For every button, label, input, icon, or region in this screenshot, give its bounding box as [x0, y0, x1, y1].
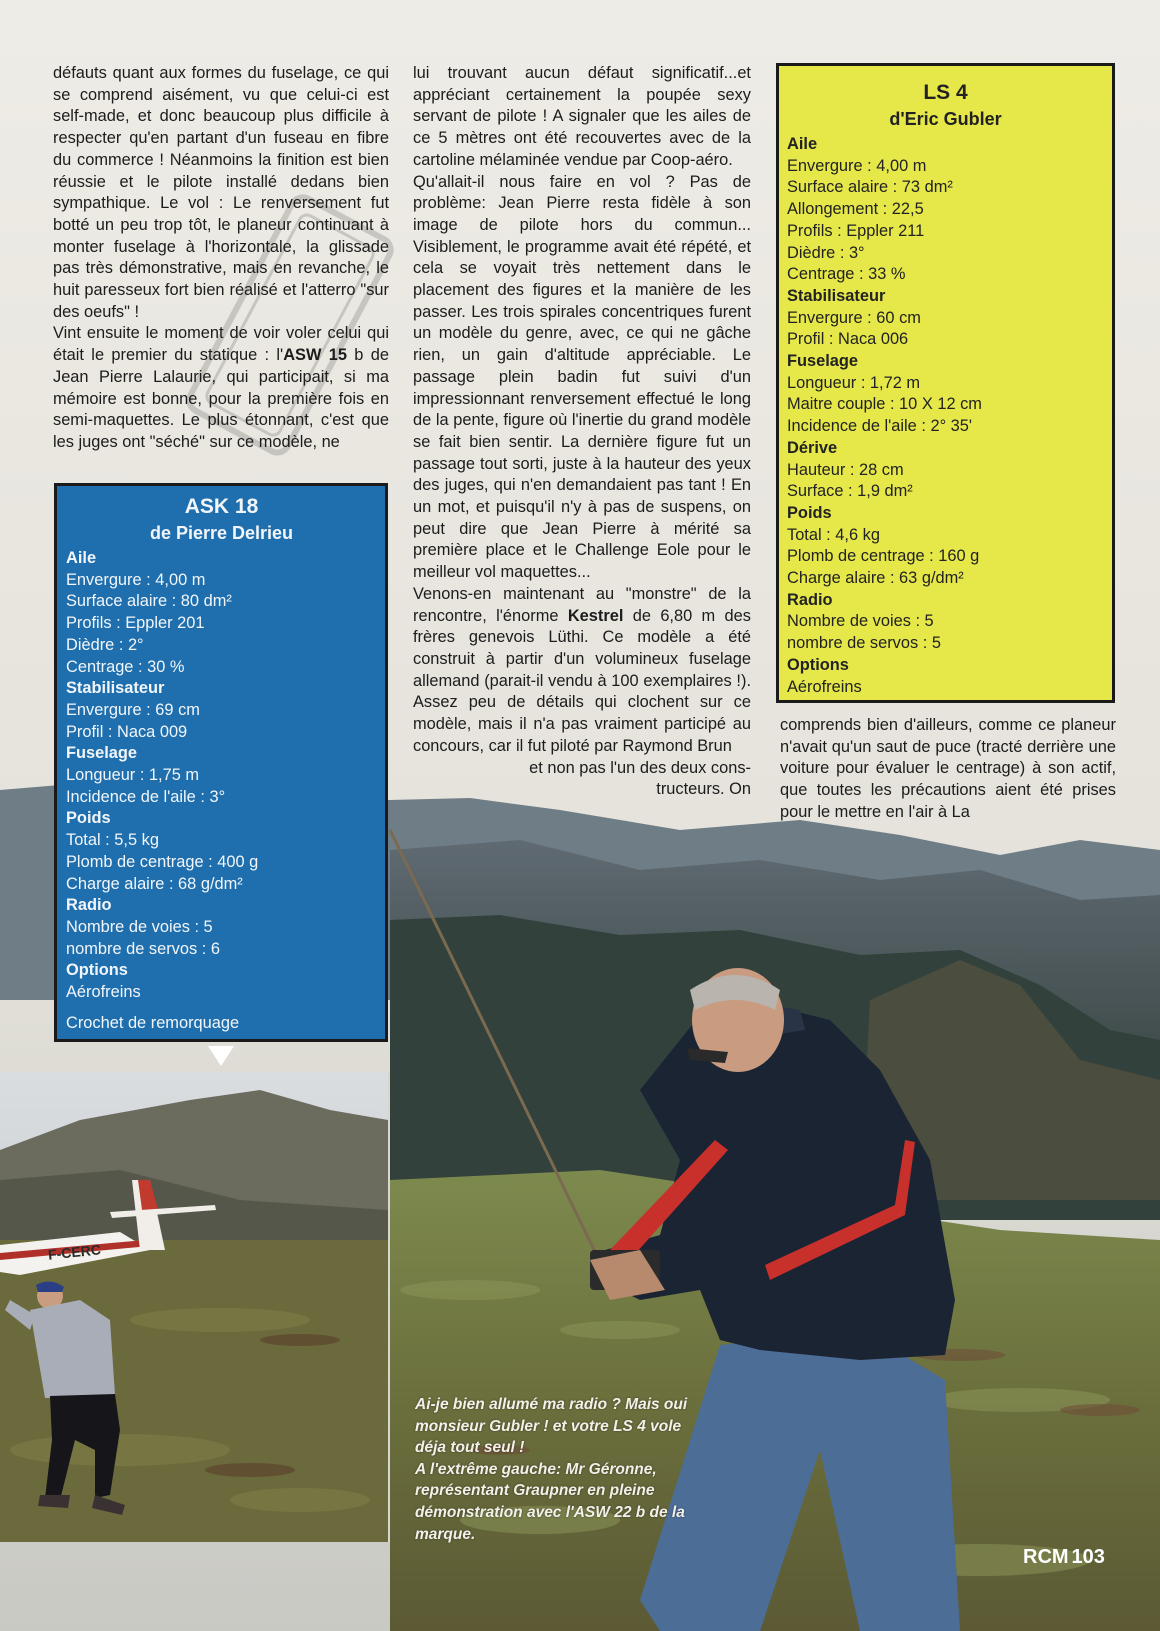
spec-row: Profils : Eppler 211 — [787, 221, 925, 240]
caption-line: A l'extrême gauche: Mr Géronne, représentant Graupner en pleine démonstration avec l'ASW 22 b de la marque. — [415, 1460, 685, 1543]
ask18-title: ASK 18 — [184, 495, 259, 518]
spec-row: Profil : Naca 006 — [787, 330, 909, 349]
spec-row: Aérofreins — [66, 983, 141, 1002]
spec-section-title: Aile — [787, 135, 818, 153]
spec-section-title: Radio — [787, 590, 833, 609]
article-line: et non pas l'un des deux cons- — [529, 758, 751, 777]
spec-section-title: Radio — [66, 896, 112, 915]
ls4-title: LS 4 — [923, 81, 968, 104]
spec-section-title: Options — [66, 961, 128, 980]
spec-section-title: Options — [787, 655, 849, 674]
spec-row: Dièdre : 2° — [66, 635, 144, 654]
spec-row: Dièdre : 3° — [787, 243, 865, 262]
spec-section — [66, 678, 377, 743]
ls4-subtitle: d'Eric Gubler — [889, 109, 1002, 129]
spec-section-title: Poids — [66, 809, 111, 828]
ask18-subtitle: de Pierre Delrieu — [149, 523, 294, 543]
spec-row: Hauteur : 28 cm — [787, 460, 904, 479]
article-paragraph: Venons-en maintenant au "monstre" de la rencontre, l'énorme Kestrel de 6,80 m des frères genevois Lüthi. Ce modèle a été construit à partir d'un volumineux fuselage allemand (parait-il vendu à 100 exemplaires !). Assez peu de détails qui clochent sur ce modèle, mais il n'a pas vraiment participé au concours, car il fut piloté par Raymond Brun — [413, 584, 751, 755]
spec-row: Aérofreins — [787, 677, 862, 696]
ask18-spec-box — [54, 483, 388, 1042]
spec-row: Surface alaire : 73 dm² — [787, 178, 953, 197]
article-column-2 — [413, 63, 751, 801]
spec-row: Total : 4,6 kg — [787, 525, 880, 544]
down-arrow-icon — [208, 1046, 234, 1066]
spec-row: Plomb de centrage : 160 g — [787, 547, 980, 566]
spec-section — [66, 743, 377, 808]
photo-caption — [415, 1394, 695, 1545]
photo-divider — [388, 1072, 390, 1542]
magazine-name: RCM — [1023, 1546, 1069, 1568]
spec-row: nombre de servos : 6 — [66, 939, 220, 958]
page-folio — [1020, 1546, 1105, 1569]
spec-row: Longueur : 1,75 m — [66, 766, 200, 785]
article-line: tructeurs. On — [656, 780, 751, 799]
spec-row: Surface : 1,9 dm² — [787, 482, 913, 501]
spec-section — [787, 351, 1104, 438]
spec-section-title: Stabilisateur — [66, 679, 165, 698]
spec-row: nombre de servos : 5 — [787, 634, 941, 653]
spec-row: Crochet de remorquage — [66, 1013, 240, 1032]
spec-section-title: Fuselage — [66, 744, 138, 763]
article-paragraph: Vint ensuite le moment de voir voler celui qui était le premier du statique : l'ASW 15 b de Jean Pierre Lalaurie, qui participait, si ma mémoire est bonne, pour la première fois en semi-maquettes. Le plus étonnant, c'est que les juges ont "séché" sur ce modèle, ne — [53, 324, 389, 451]
spec-row: Surface alaire : 80 dm² — [66, 592, 232, 611]
spec-section — [787, 655, 1104, 698]
spec-section — [787, 438, 1104, 503]
spec-row: Nombre de voies : 5 — [787, 612, 934, 631]
article-paragraph: lui trouvant aucun défaut significatif...et appréciant certainement la poupée sexy servant de pilote ! A signaler que les ailes de ce 5 mètres ont été recouvertes avec de la cartoline mélaminée vendue par Coop-aéro. — [413, 64, 751, 169]
page-number: 103 — [1071, 1546, 1105, 1568]
spec-row: Profil : Naca 009 — [66, 722, 188, 741]
spec-row: Incidence de l'aile : 3° — [66, 787, 226, 806]
spec-row: Envergure : 4,00 m — [787, 156, 927, 175]
spec-section — [66, 960, 377, 1003]
spec-section-title: Aile — [66, 549, 97, 567]
spec-row: Plomb de centrage : 400 g — [66, 852, 259, 871]
spec-row: Longueur : 1,72 m — [787, 373, 921, 392]
spec-row: Envergure : 60 cm — [787, 308, 921, 327]
spec-section — [787, 134, 1104, 286]
spec-row: Centrage : 30 % — [66, 657, 185, 676]
spec-row: Envergure : 69 cm — [66, 700, 200, 719]
article-paragraph: défauts quant aux formes du fuselage, ce qui se comprend aisément, vu que celui-ci est self-made, et donc beaucoup plus difficile à respecter qu'en partant d'un fuseau en fibre du commerce ! Néanmoins la finition est bien réussie et le pilote installé dedans bien sympathique. Le vol : Le renversement fut botté un peu trop tôt, le planeur continuant à monter fuselage à l'horizontale, la glissade pas très démonstrative, mais en revanche, le huit paresseux fort bien réalisé et l'atterro "sur des oeufs" ! — [53, 64, 389, 321]
spec-row: Maitre couple : 10 X 12 cm — [787, 395, 982, 414]
spec-row: Allongement : 22,5 — [787, 200, 924, 219]
spec-row: Nombre de voies : 5 — [66, 917, 213, 936]
spec-section-title: Stabilisateur — [787, 286, 886, 305]
spec-row: Total : 5,5 kg — [66, 831, 159, 850]
spec-row: Incidence de l'aile : 2° 35' — [787, 417, 973, 436]
article-column-1 — [53, 63, 389, 454]
ls4-spec-box — [776, 63, 1115, 703]
spec-section — [787, 286, 1104, 351]
article-paragraph: Qu'allait-il nous faire en vol ? Pas de problème: Jean Pierre resta fidèle à son image de pilote hors du commun... Visiblement, le programme avait été répété, et cela se voyait très nettement dans le placement des figures et la manière de les passer. Les trois spirales concentriques furent un modèle du genre, avec, ce qui ne gâche rien, un gain d'altitude appréciable. Le passage plein badin fut suivi d'un impressionnant renversement effectué le long de la pente, figure où l'inertie du grand modèle se fait bien sentir. La dernière figure fut un passage tout sorti, juste à la hauteur des yeux des juges, qui n'en demandaient pas tant ! En un mot, et puisqu'il n'y à pas de suspens, on peut dire que Jean Pierre à mérité sa première place et le Challenge Eole pour le meilleur vol maquettes... — [413, 172, 751, 582]
spec-section-title: Fuselage — [787, 352, 859, 371]
article-paragraph: comprends bien d'ailleurs, comme ce planeur n'avait qu'un saut de puce (tracté derrière une voiture pour évaluer le centrage) à son actif, que toutes les précautions aient été prises pour le mettre en l'air à La — [780, 716, 1116, 821]
spec-section — [787, 503, 1104, 590]
spec-section-title: Dérive — [787, 438, 838, 457]
caption-line: Ai-je bien allumé ma radio ? Mais oui monsieur Gubler ! et votre LS 4 vole déja tout seul ! — [415, 1396, 688, 1457]
spec-section — [787, 590, 1104, 655]
spec-row: Envergure : 4,00 m — [66, 570, 206, 589]
spec-section — [66, 808, 377, 895]
glider-registration: F-CERC — [47, 1241, 102, 1263]
spec-row: Charge alaire : 63 g/dm² — [787, 569, 964, 588]
spec-section-title: Poids — [787, 503, 832, 522]
spec-section — [66, 548, 377, 678]
spec-row: Centrage : 33 % — [787, 265, 906, 284]
spec-section — [66, 895, 377, 960]
spec-row: Charge alaire : 68 g/dm² — [66, 874, 243, 893]
article-column-3 — [780, 715, 1116, 824]
spec-row: Profils : Eppler 201 — [66, 614, 205, 633]
